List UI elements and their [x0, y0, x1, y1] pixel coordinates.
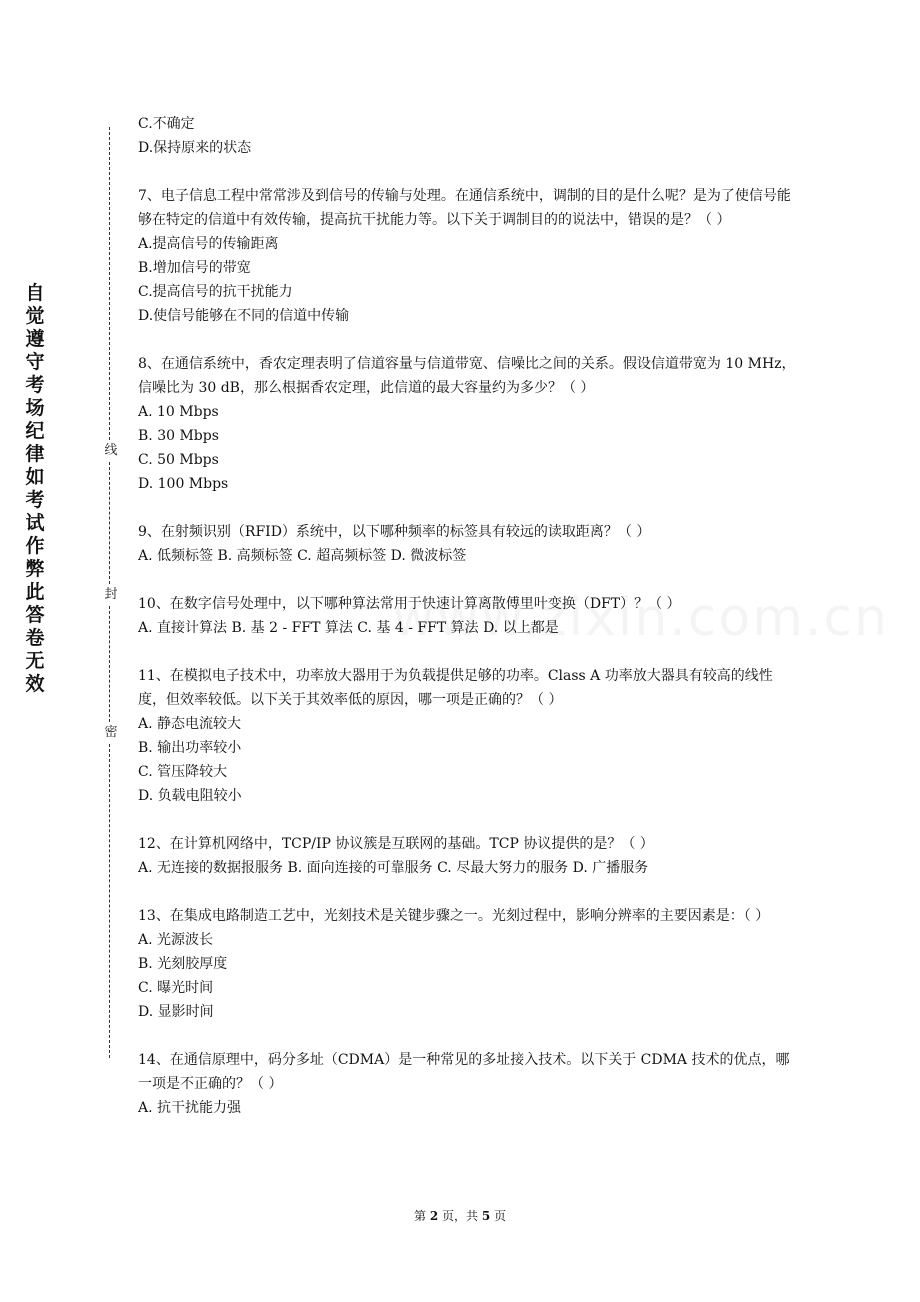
- option: B. 30 Mbps: [138, 428, 219, 444]
- option: A. 光源波长: [138, 932, 214, 948]
- exam-discipline-notice: 自觉遵守考场纪律如考试作弊此答卷无效: [25, 282, 45, 695]
- question-12: [138, 832, 798, 880]
- page-footer: [0, 1207, 920, 1224]
- question-text: 11、在模拟电子技术中，功率放大器用于为负载提供足够的功率。Class A 功率放大器具有较高的线性度，但效率较低。以下关于其效率低的原因，哪一项是正确的？（ ）: [138, 668, 773, 708]
- question-14: [138, 1048, 798, 1120]
- option: D.保持原来的状态: [138, 140, 252, 156]
- option: A. 抗干扰能力强: [138, 1100, 242, 1116]
- option: C.提高信号的抗干扰能力: [138, 284, 293, 300]
- option: B.增加信号的带宽: [138, 260, 251, 276]
- question-list: [138, 112, 798, 1120]
- option: C.不确定: [138, 116, 195, 132]
- option: A.提高信号的传输距离: [138, 236, 279, 252]
- question-text: 10、在数字信号处理中，以下哪种算法常用于快速计算离散傅里叶变换（DFT）？（ ）: [138, 596, 681, 612]
- binding-line: [109, 462, 110, 584]
- footer-prefix: 第: [413, 1209, 430, 1223]
- question-text: 9、在射频识别（RFID）系统中，以下哪种频率的标签具有较远的读取距离？（ ）: [138, 524, 651, 540]
- question-text: 12、在计算机网络中，TCP/IP 协议簇是互联网的基础。TCP 协议提供的是？（ ）: [138, 836, 654, 852]
- option: A. 10 Mbps: [138, 404, 219, 420]
- option: C. 管压降较大: [138, 764, 228, 780]
- total-page-count: 5: [481, 1209, 491, 1223]
- seal-char-line: 线: [104, 443, 118, 458]
- question-10: [138, 592, 798, 640]
- option: D. 负载电阻较小: [138, 788, 242, 804]
- binding-line: [109, 606, 110, 722]
- option: D. 100 Mbps: [138, 476, 229, 492]
- seal-char-seal: 封: [104, 587, 118, 602]
- question-text: 8、在通信系统中，香农定理表明了信道容量与信道带宽、信噪比之间的关系。假设信道带宽为 10 MHz，信噪比为 30 dB，那么根据香农定理，此信道的最大容量约为多少？（ ）: [138, 356, 796, 396]
- option: B. 光刻胶厚度: [138, 956, 228, 972]
- current-page-number: 2: [429, 1209, 439, 1223]
- option-row: A. 低频标签 B. 高频标签 C. 超高频标签 D. 微波标签: [138, 548, 467, 564]
- option-row: A. 无连接的数据报服务 B. 面向连接的可靠服务 C. 尽最大努力的服务 D. 广播服务: [138, 860, 649, 876]
- question-text: 13、在集成电路制造工艺中，光刻技术是关键步骤之一。光刻过程中，影响分辨率的主要因素是：（ ）: [138, 908, 770, 924]
- seal-char-secret: 密: [104, 725, 118, 740]
- question-text: 14、在通信原理中，码分多址（CDMA）是一种常见的多址接入技术。以下关于 CDMA 技术的优点，哪一项是不正确的？（ ）: [138, 1052, 790, 1092]
- carry-over-options: [138, 112, 798, 160]
- option: C. 曝光时间: [138, 980, 214, 996]
- binding-line: [109, 127, 110, 440]
- option: D. 显影时间: [138, 1004, 214, 1020]
- question-8: [138, 352, 798, 496]
- footer-middle: 页，共: [438, 1209, 482, 1223]
- question-7: [138, 184, 798, 328]
- option: A. 静态电流较大: [138, 716, 242, 732]
- option: C. 50 Mbps: [138, 452, 219, 468]
- option: D.使信号能够在不同的信道中传输: [138, 308, 350, 324]
- question-9: [138, 520, 798, 568]
- option-row: A. 直接计算法 B. 基 2 - FFT 算法 C. 基 4 - FFT 算法 D. 以上都是: [138, 620, 559, 636]
- footer-suffix: 页: [490, 1209, 506, 1223]
- question-11: [138, 664, 798, 808]
- option: B. 输出功率较小: [138, 740, 242, 756]
- binding-line: [109, 744, 110, 1058]
- question-text: 7、电子信息工程中常常涉及到信号的传输与处理。在通信系统中，调制的目的是什么呢？是为了使信号能够在特定的信道中有效传输，提高抗干扰能力等。以下关于调制目的的说法中，错误的是？（ ）: [138, 188, 791, 228]
- question-13: [138, 904, 798, 1024]
